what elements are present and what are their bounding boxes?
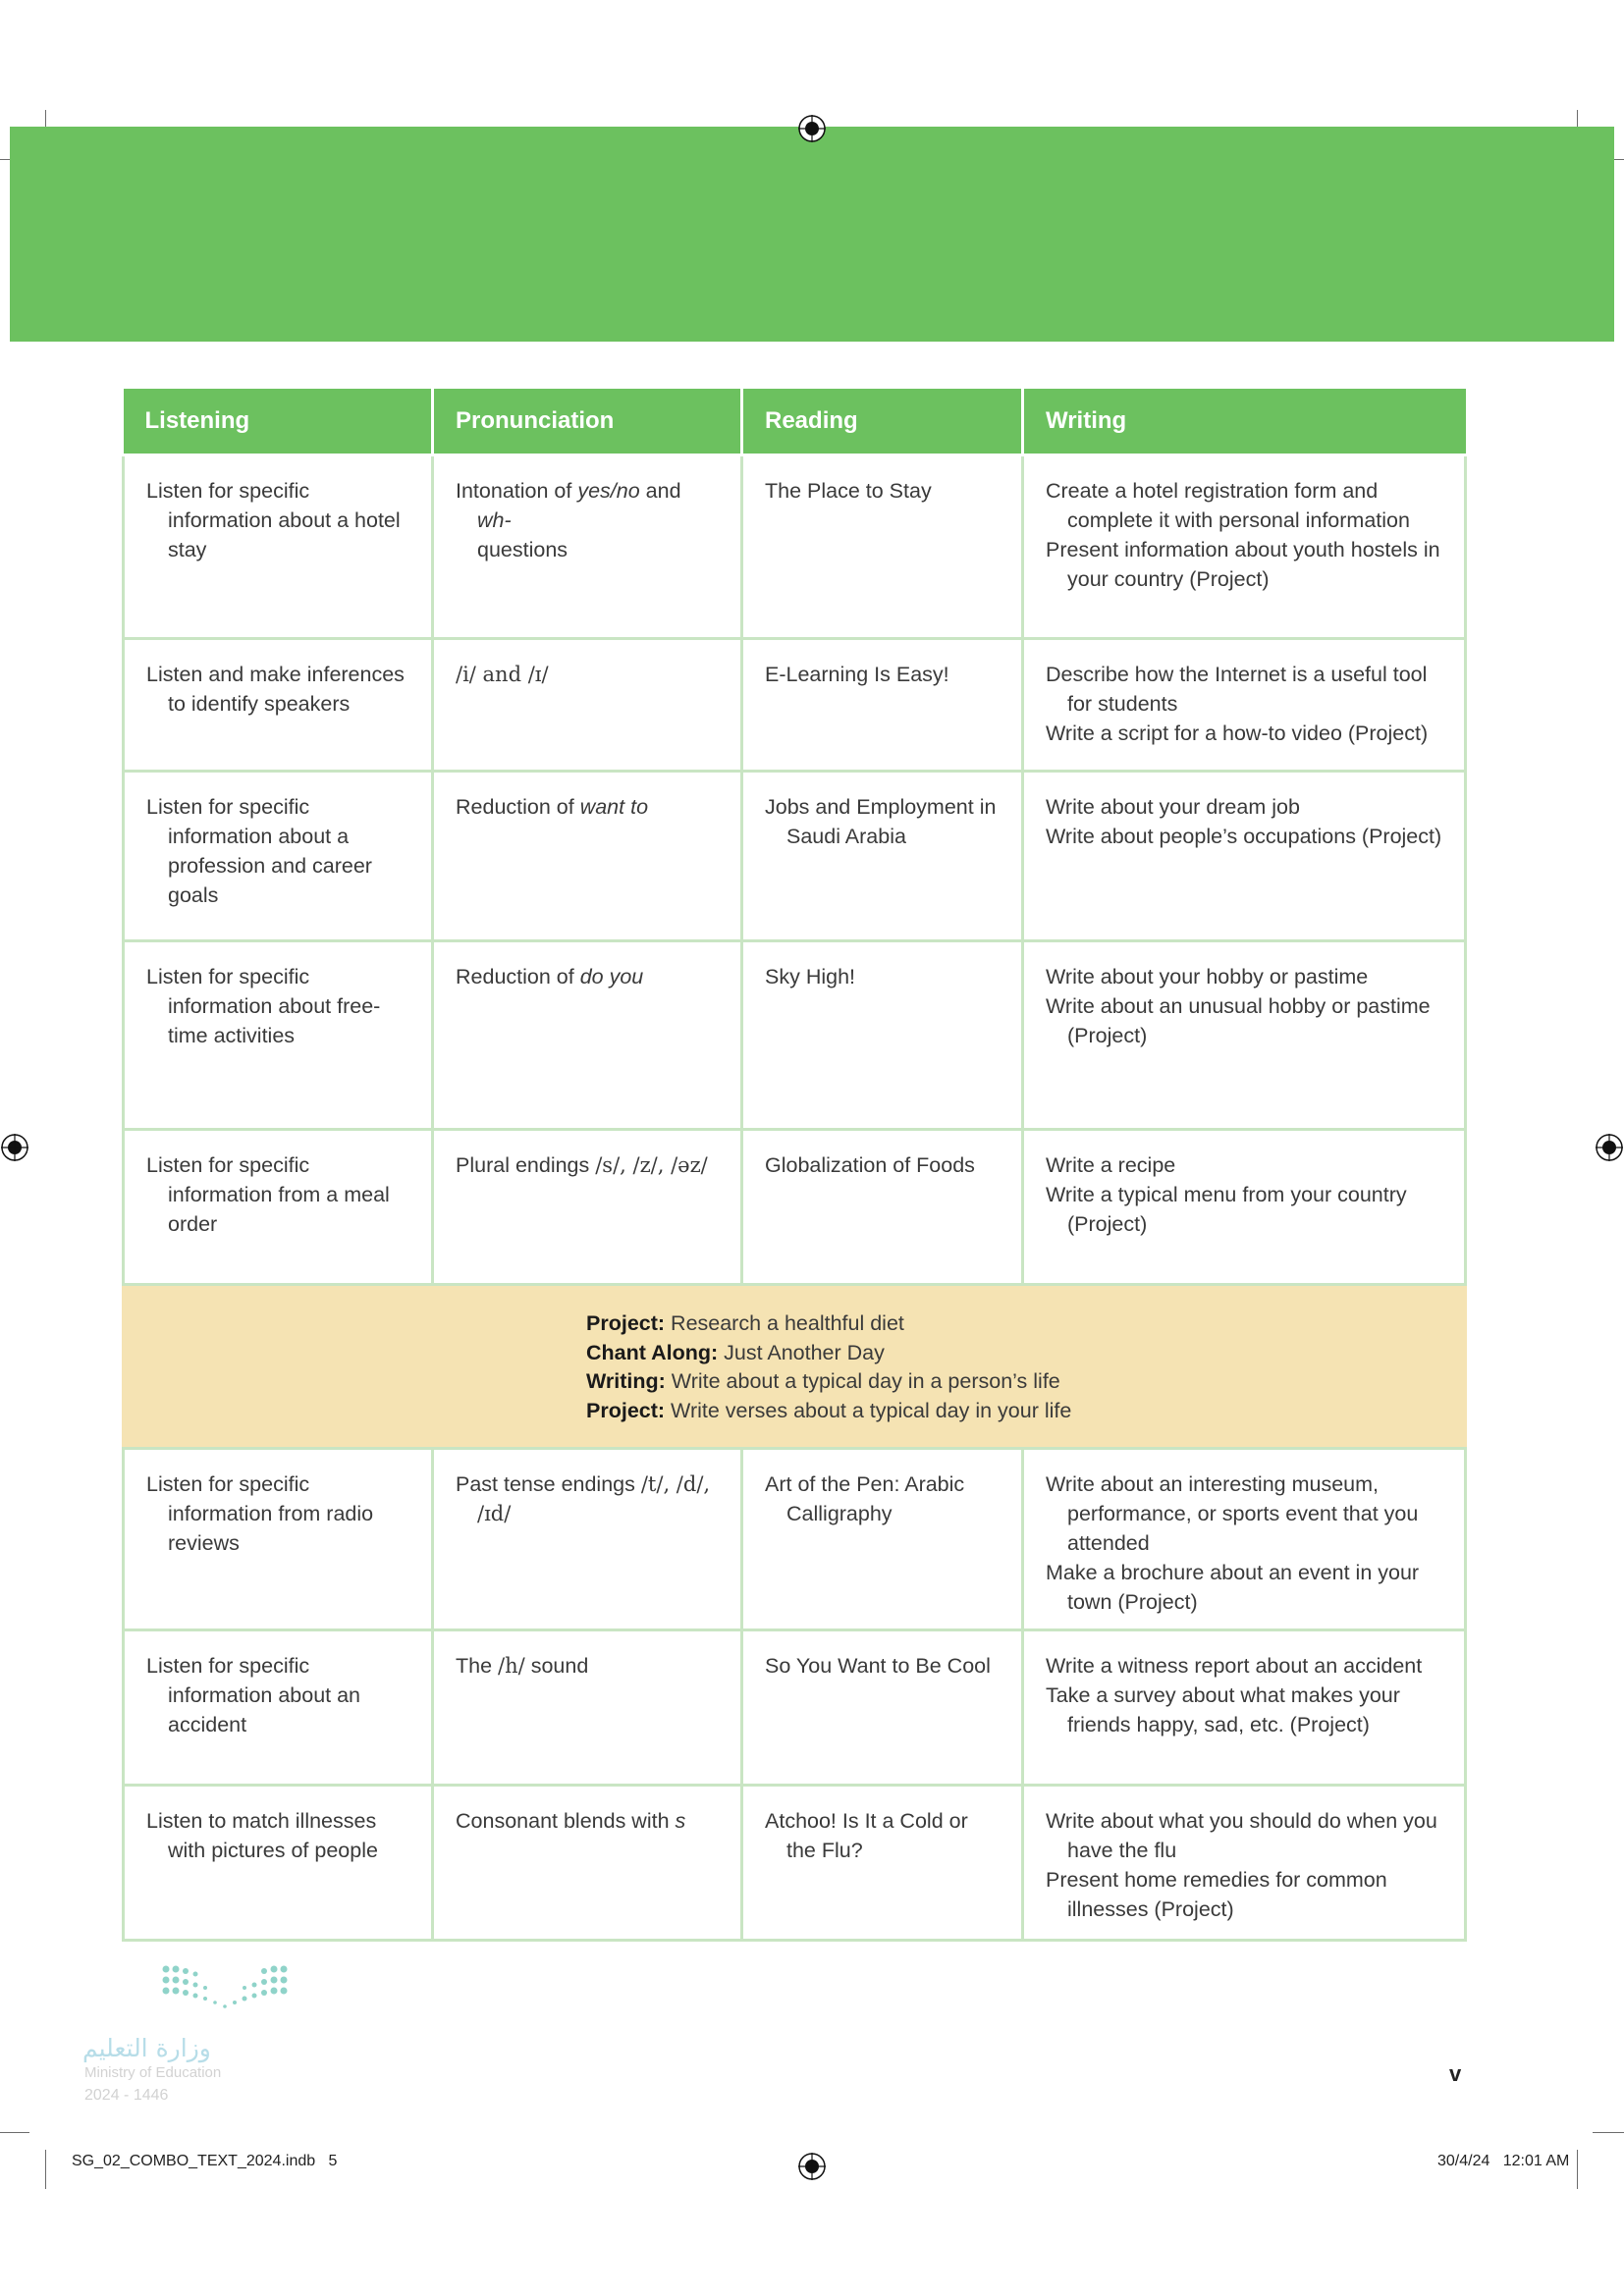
pronunciation-cell: Past tense endings /t/, /d/, /ɪd/ — [433, 1449, 742, 1630]
footer-filename: SG_02_COMBO_TEXT_2024.indb 5 — [72, 2153, 338, 2169]
review-band — [124, 1285, 1466, 1449]
listening-cell: Listen for specific information about free-time activities — [124, 941, 433, 1130]
table-row — [124, 1130, 1466, 1285]
table-row — [124, 1630, 1466, 1786]
pronunciation-cell: Consonant blends with s — [433, 1786, 742, 1941]
band-line: Writing: Write about a typical day in a person’s life — [586, 1369, 1060, 1393]
table-row — [124, 1786, 1466, 1941]
writing-cell: Describe how the Internet is a useful tool for students Write a script for a how-to video (Project) — [1023, 639, 1466, 772]
pronunciation-cell: Plural endings /s/, /z/, /əz/ — [433, 1130, 742, 1285]
listening-cell: Listen for specific information from a meal order — [124, 1130, 433, 1285]
writing-cell: Write a recipe Write a typical menu from your country (Project) — [1023, 1130, 1466, 1285]
table-header-row — [124, 389, 1466, 455]
reading-cell: The Place to Stay — [742, 455, 1023, 639]
ministry-logo — [82, 1963, 338, 2110]
logo-english-text: Ministry of Education — [84, 2064, 222, 2081]
listening-cell: Listen for specific information from radio reviews — [124, 1449, 433, 1630]
band-line: Project: Write verses about a typical day in your life — [586, 1398, 1072, 1422]
header-pronunciation: Pronunciation — [433, 389, 742, 455]
logo-year-text: 2024 - 1446 — [84, 2087, 169, 2104]
crop-mark — [0, 2132, 29, 2133]
registration-mark-icon — [797, 114, 827, 143]
reading-cell: Jobs and Employment in Saudi Arabia — [742, 772, 1023, 941]
logo-arabic-text: وزارة التعليم — [82, 2034, 211, 2062]
reading-cell: Atchoo! Is It a Cold or the Flu? — [742, 1786, 1023, 1941]
band-line: Project: Research a healthful diet — [586, 1311, 904, 1335]
top-banner — [10, 127, 1614, 342]
writing-cell: Create a hotel registration form and complete it with personal information Present information about youth hostels in your country (Project) — [1023, 455, 1466, 639]
pronunciation-cell: /i/ and /ɪ/ — [433, 639, 742, 772]
logo-dots-icon — [161, 1963, 328, 2022]
pronunciation-cell: Reduction of want to — [433, 772, 742, 941]
listening-cell: Listen for specific information about a profession and career goals — [124, 772, 433, 941]
writing-cell: Write about your hobby or pastime Write about an unusual hobby or pastime (Project) — [1023, 941, 1466, 1130]
listening-cell: Listen to match illnesses with pictures of people — [124, 1786, 433, 1941]
header-listening: Listening — [124, 389, 433, 455]
syllabus-table — [122, 389, 1467, 1942]
registration-mark-icon — [1595, 1133, 1624, 1162]
listening-cell: Listen for specific information about a hotel stay — [124, 455, 433, 639]
reading-cell: So You Want to Be Cool — [742, 1630, 1023, 1786]
table-row — [124, 941, 1466, 1130]
page-number: v — [1449, 2061, 1462, 2086]
review-band-text — [586, 1309, 1464, 1425]
reading-cell: E-Learning Is Easy! — [742, 639, 1023, 772]
registration-mark-icon — [0, 1133, 29, 1162]
pronunciation-cell: Intonation of yes/no and wh- questions — [433, 455, 742, 639]
reading-cell: Globalization of Foods — [742, 1130, 1023, 1285]
reading-cell: Art of the Pen: Arabic Calligraphy — [742, 1449, 1023, 1630]
band-line: Chant Along: Just Another Day — [586, 1340, 885, 1364]
table-row — [124, 772, 1466, 941]
crop-mark — [1593, 2132, 1624, 2133]
crop-mark — [45, 2150, 46, 2189]
pronunciation-cell: The /h/ sound — [433, 1630, 742, 1786]
footer-timestamp: 30/4/24 12:01 AM — [1437, 2153, 1570, 2169]
header-writing: Writing — [1023, 389, 1466, 455]
writing-cell: Write about your dream job Write about people’s occupations (Project) — [1023, 772, 1466, 941]
pronunciation-cell: Reduction of do you — [433, 941, 742, 1130]
table-row — [124, 1449, 1466, 1630]
table-row — [124, 455, 1466, 639]
writing-cell: Write a witness report about an accident Take a survey about what makes your friends happy, sad, etc. (Project) — [1023, 1630, 1466, 1786]
registration-mark-icon — [797, 2152, 827, 2181]
writing-cell: Write about what you should do when you have the flu Present home remedies for common illnesses (Project) — [1023, 1786, 1466, 1941]
crop-mark — [1577, 2150, 1578, 2189]
header-reading: Reading — [742, 389, 1023, 455]
reading-cell: Sky High! — [742, 941, 1023, 1130]
table-row — [124, 639, 1466, 772]
listening-cell: Listen for specific information about an accident — [124, 1630, 433, 1786]
listening-cell: Listen and make inferences to identify speakers — [124, 639, 433, 772]
writing-cell: Write about an interesting museum, performance, or sports event that you attended Make a brochure about an event in your town (Project) — [1023, 1449, 1466, 1630]
